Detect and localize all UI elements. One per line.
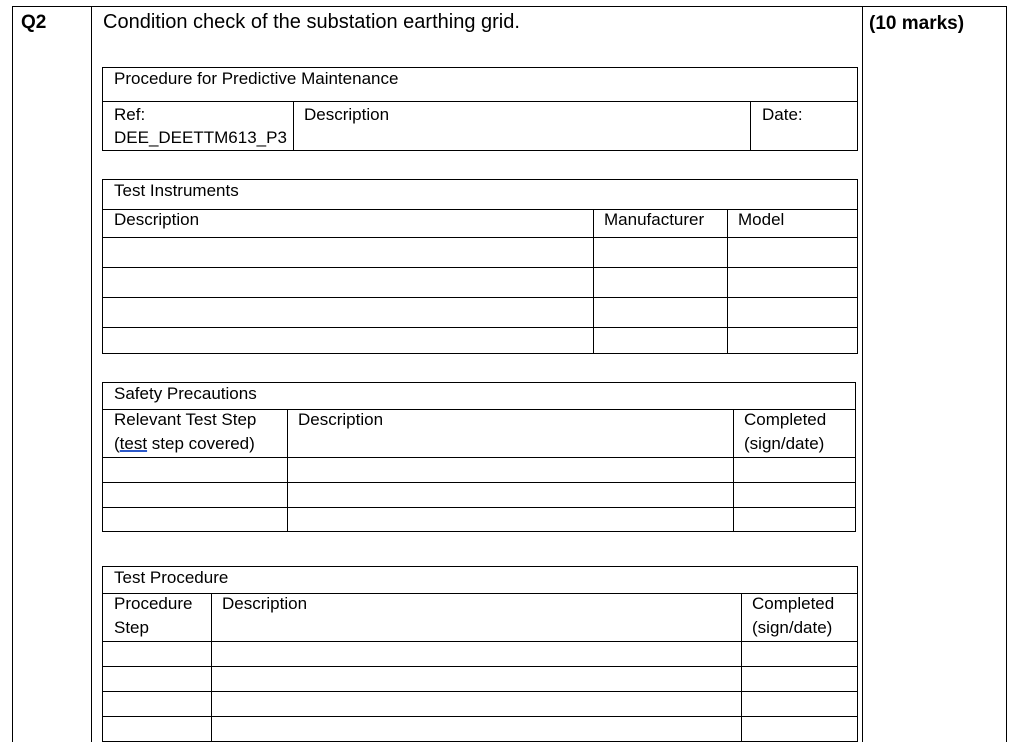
safety-completed-input[interactable] [733, 457, 856, 483]
procedure-description-input[interactable] [211, 641, 742, 667]
instrument-model-input[interactable] [727, 237, 858, 268]
instrument-model-input[interactable] [727, 267, 858, 298]
outer-top-border [12, 6, 1007, 7]
instrument-description-input[interactable] [102, 297, 594, 328]
procedure-description-input[interactable] [211, 716, 742, 742]
question-title: Condition check of the substation earthing grid. [103, 11, 520, 33]
instruments-col-manufacturer: Manufacturer [604, 210, 705, 229]
safety-title: Safety Precautions [114, 384, 257, 403]
safety-description-input[interactable] [287, 482, 734, 508]
question-column-divider [91, 6, 92, 742]
safety-col-step-line2: (test step covered) [114, 434, 255, 453]
procedure-completed-input[interactable] [741, 641, 858, 667]
safety-step-input[interactable] [102, 507, 288, 532]
procedure-completed-input[interactable] [741, 716, 858, 742]
instrument-description-input[interactable] [102, 267, 594, 298]
procedure-col-step-line1: Procedure [114, 594, 193, 613]
safety-step-input[interactable] [102, 457, 288, 483]
procedure-title: Procedure for Predictive Maintenance [114, 69, 399, 88]
instrument-manufacturer-input[interactable] [593, 237, 728, 268]
instrument-model-input[interactable] [727, 327, 858, 354]
instrument-description-input[interactable] [102, 237, 594, 268]
date-label: Date: [762, 105, 803, 124]
ref-label: Ref: [114, 105, 146, 124]
outer-right-border [1006, 6, 1007, 742]
procedure-step-input[interactable] [102, 716, 212, 742]
safety-col-description: Description [298, 410, 384, 429]
instruments-col-model: Model [738, 210, 785, 229]
procedure-step-input[interactable] [102, 666, 212, 692]
instruments-title: Test Instruments [114, 181, 239, 200]
instrument-manufacturer-input[interactable] [593, 267, 728, 298]
safety-completed-input[interactable] [733, 507, 856, 532]
safety-completed-input[interactable] [733, 482, 856, 508]
procedure-description-input[interactable] [211, 666, 742, 692]
safety-col-completed-line1: Completed [744, 410, 827, 429]
marks-column-divider [862, 6, 863, 742]
safety-description-input[interactable] [287, 507, 734, 532]
procedure-completed-input[interactable] [741, 666, 858, 692]
safety-col-completed-line2: (sign/date) [744, 434, 825, 453]
procedure-completed-input[interactable] [741, 691, 858, 717]
description-label: Description [304, 105, 390, 124]
procedure-col-completed-line1: Completed [752, 594, 835, 613]
procedure-step-input[interactable] [102, 641, 212, 667]
question-number: Q2 [21, 12, 47, 33]
instrument-description-input[interactable] [102, 327, 594, 354]
instrument-manufacturer-input[interactable] [593, 297, 728, 328]
safety-description-input[interactable] [287, 457, 734, 483]
procedure-col-step-line2: Step [114, 618, 149, 637]
procedure-section-title: Test Procedure [114, 568, 229, 587]
procedure-col-completed-line2: (sign/date) [752, 618, 833, 637]
safety-step-input[interactable] [102, 482, 288, 508]
safety-col-step-line1: Relevant Test Step [114, 410, 257, 429]
instruments-col-description: Description [114, 210, 200, 229]
instrument-model-input[interactable] [727, 297, 858, 328]
procedure-description-input[interactable] [211, 691, 742, 717]
procedure-col-description: Description [222, 594, 308, 613]
procedure-step-input[interactable] [102, 691, 212, 717]
instrument-manufacturer-input[interactable] [593, 327, 728, 354]
question-marks: (10 marks) [869, 13, 965, 34]
ref-value: DEE_DEETTM613_P3 [114, 128, 287, 147]
outer-left-border [12, 6, 13, 742]
